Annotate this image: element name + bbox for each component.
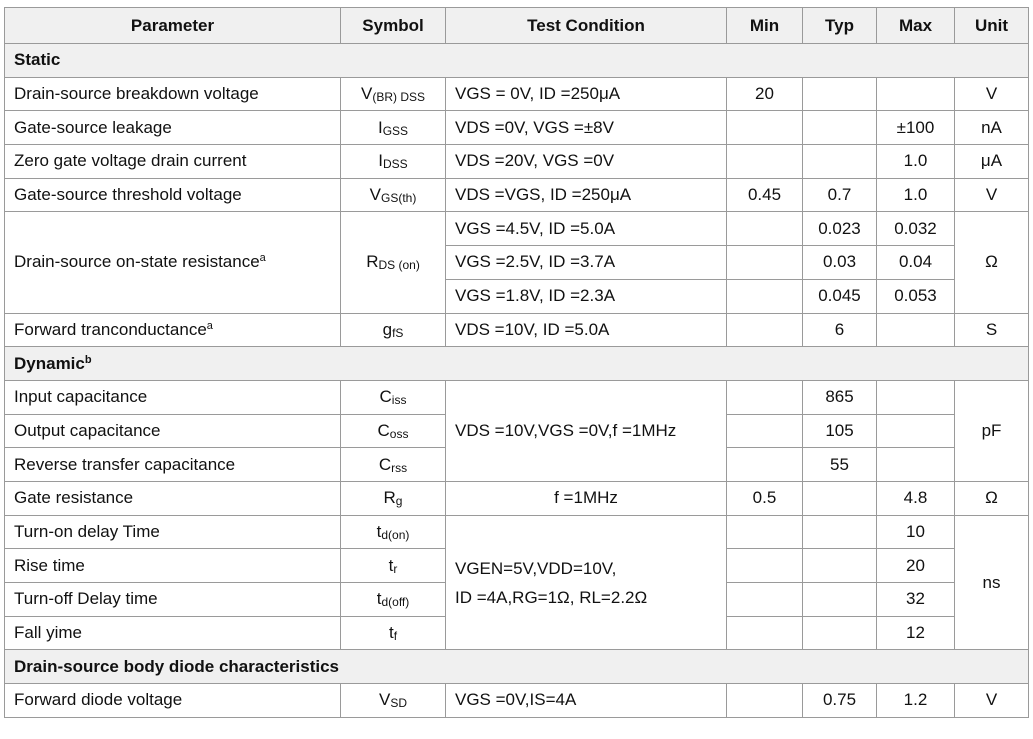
param-cell: Zero gate voltage drain current — [5, 145, 341, 179]
min-cell — [727, 616, 803, 650]
param-cell: Fall yime — [5, 616, 341, 650]
typ-cell: 0.7 — [803, 178, 877, 212]
symbol-cell: $C_{iss}$ — [341, 380, 446, 414]
param-cell: Turn-off Delay time — [5, 583, 341, 617]
table-row — [5, 380, 1029, 414]
min-cell: 0.5 — [727, 481, 803, 515]
condition-cell: VGS =1.8V, ID =2.3A — [446, 279, 727, 313]
condition-cell — [446, 515, 727, 650]
min-cell — [727, 549, 803, 583]
min-cell — [727, 684, 803, 718]
condition-cell: VDS =10V, ID =5.0A — [446, 313, 727, 347]
symbol-cell: $t_{d(on)}$ — [341, 515, 446, 549]
max-cell: 0.032 — [877, 212, 955, 246]
unit-cell: V — [955, 178, 1029, 212]
section-title: Dynamic$^b$ — [5, 347, 1029, 381]
table-row — [5, 111, 1029, 145]
max-cell: 1.0 — [877, 145, 955, 179]
max-cell: 12 — [877, 616, 955, 650]
param-cell: Forward tranconductance$^a$ — [5, 313, 341, 347]
condition-cell: VDS =VGS, ID =250μA — [446, 178, 727, 212]
symbol-cell: $t_r$ — [341, 549, 446, 583]
unit-cell: ns — [955, 515, 1029, 650]
symbol-cell: $R_g$ — [341, 481, 446, 515]
max-cell — [877, 313, 955, 347]
unit-cell: μA — [955, 145, 1029, 179]
condition-cell: f =1MHz — [446, 481, 727, 515]
condition-cell: VDS =0V, VGS =±8V — [446, 111, 727, 145]
symbol-cell: $g_{fS}$ — [341, 313, 446, 347]
table-row — [5, 515, 1029, 549]
param-cell: Drain-source on-state resistance$^a$ — [5, 212, 341, 313]
param-cell: Gate-source threshold voltage — [5, 178, 341, 212]
condition-line: ID =4A,RG=1Ω, RL=2.2Ω — [455, 587, 648, 607]
max-cell: 20 — [877, 549, 955, 583]
max-cell: 1.0 — [877, 178, 955, 212]
max-cell — [877, 77, 955, 111]
symbol-cell: $C_{rss}$ — [341, 448, 446, 482]
typ-cell — [803, 77, 877, 111]
table-row — [5, 481, 1029, 515]
typ-cell: 0.03 — [803, 246, 877, 280]
symbol-cell: $t_{d(off)}$ — [341, 583, 446, 617]
min-cell — [727, 313, 803, 347]
unit-cell: nA — [955, 111, 1029, 145]
typ-cell — [803, 145, 877, 179]
min-cell — [727, 448, 803, 482]
table-row — [5, 77, 1029, 111]
min-cell — [727, 583, 803, 617]
condition-cell: VDS =10V,VGS =0V,f =1MHz — [446, 380, 727, 481]
param-cell: Rise time — [5, 549, 341, 583]
min-cell: 0.45 — [727, 178, 803, 212]
min-cell: 20 — [727, 77, 803, 111]
min-cell — [727, 212, 803, 246]
header-typ: Typ — [803, 8, 877, 44]
unit-cell: V — [955, 77, 1029, 111]
max-cell: 4.8 — [877, 481, 955, 515]
max-cell: 10 — [877, 515, 955, 549]
min-cell — [727, 380, 803, 414]
param-cell: Input capacitance — [5, 380, 341, 414]
max-cell — [877, 414, 955, 448]
typ-cell: 105 — [803, 414, 877, 448]
typ-cell — [803, 515, 877, 549]
max-cell: 0.053 — [877, 279, 955, 313]
table-row — [5, 684, 1029, 718]
condition-cell: VGS =0V,IS=4A — [446, 684, 727, 718]
table-row — [5, 313, 1029, 347]
unit-cell: pF — [955, 380, 1029, 481]
param-cell: Turn-on delay Time — [5, 515, 341, 549]
condition-cell: VGS =2.5V, ID =3.7A — [446, 246, 727, 280]
condition-cell: VGS = 0V, ID =250μA — [446, 77, 727, 111]
symbol-cell: $t_f$ — [341, 616, 446, 650]
symbol-cell: $I_{DSS}$ — [341, 145, 446, 179]
section-title: Static — [5, 44, 1029, 78]
symbol-cell: $I_{GSS}$ — [341, 111, 446, 145]
max-cell: 0.04 — [877, 246, 955, 280]
param-cell: Forward diode voltage — [5, 684, 341, 718]
header-unit: Unit — [955, 8, 1029, 44]
param-cell: Drain-source breakdown voltage — [5, 77, 341, 111]
unit-cell: V — [955, 684, 1029, 718]
min-cell — [727, 515, 803, 549]
param-cell: Gate resistance — [5, 481, 341, 515]
min-cell — [727, 111, 803, 145]
header-max: Max — [877, 8, 955, 44]
table-row — [5, 212, 1029, 246]
typ-cell — [803, 111, 877, 145]
min-cell — [727, 145, 803, 179]
unit-cell: S — [955, 313, 1029, 347]
header-parameter: Parameter — [5, 8, 341, 44]
header-symbol: Symbol — [341, 8, 446, 44]
typ-cell — [803, 583, 877, 617]
min-cell — [727, 414, 803, 448]
section-title: Drain-source body diode characteristics — [5, 650, 1029, 684]
electrical-characteristics-table — [4, 7, 1029, 718]
typ-cell: 0.023 — [803, 212, 877, 246]
typ-cell: 6 — [803, 313, 877, 347]
typ-cell — [803, 616, 877, 650]
condition-line: VGEN=5V,VDD=10V, — [455, 558, 617, 578]
unit-cell: Ω — [955, 481, 1029, 515]
condition-cell: VDS =20V, VGS =0V — [446, 145, 727, 179]
typ-cell: 0.75 — [803, 684, 877, 718]
max-cell — [877, 448, 955, 482]
max-cell: 1.2 — [877, 684, 955, 718]
param-cell: Gate-source leakage — [5, 111, 341, 145]
max-cell: ±100 — [877, 111, 955, 145]
section-static — [5, 44, 1029, 78]
symbol-cell: $R_{DS (on)}$ — [341, 212, 446, 313]
header-test-condition: Test Condition — [446, 8, 727, 44]
symbol-cell: $V_{GS(th)}$ — [341, 178, 446, 212]
max-cell — [877, 380, 955, 414]
typ-cell — [803, 549, 877, 583]
typ-cell: 0.045 — [803, 279, 877, 313]
typ-cell: 55 — [803, 448, 877, 482]
unit-cell: Ω — [955, 212, 1029, 313]
condition-cell: VGS =4.5V, ID =5.0A — [446, 212, 727, 246]
table-row — [5, 178, 1029, 212]
section-dynamic — [5, 347, 1029, 381]
param-cell: Reverse transfer capacitance — [5, 448, 341, 482]
min-cell — [727, 246, 803, 280]
header-min: Min — [727, 8, 803, 44]
param-cell: Output capacitance — [5, 414, 341, 448]
symbol-cell: $V_{SD}$ — [341, 684, 446, 718]
max-cell: 32 — [877, 583, 955, 617]
typ-cell — [803, 481, 877, 515]
section-diode — [5, 650, 1029, 684]
symbol-cell: $C_{oss}$ — [341, 414, 446, 448]
min-cell — [727, 279, 803, 313]
table-row — [5, 145, 1029, 179]
typ-cell: 865 — [803, 380, 877, 414]
header-row — [5, 8, 1029, 44]
symbol-cell: $V_{(BR) DSS}$ — [341, 77, 446, 111]
